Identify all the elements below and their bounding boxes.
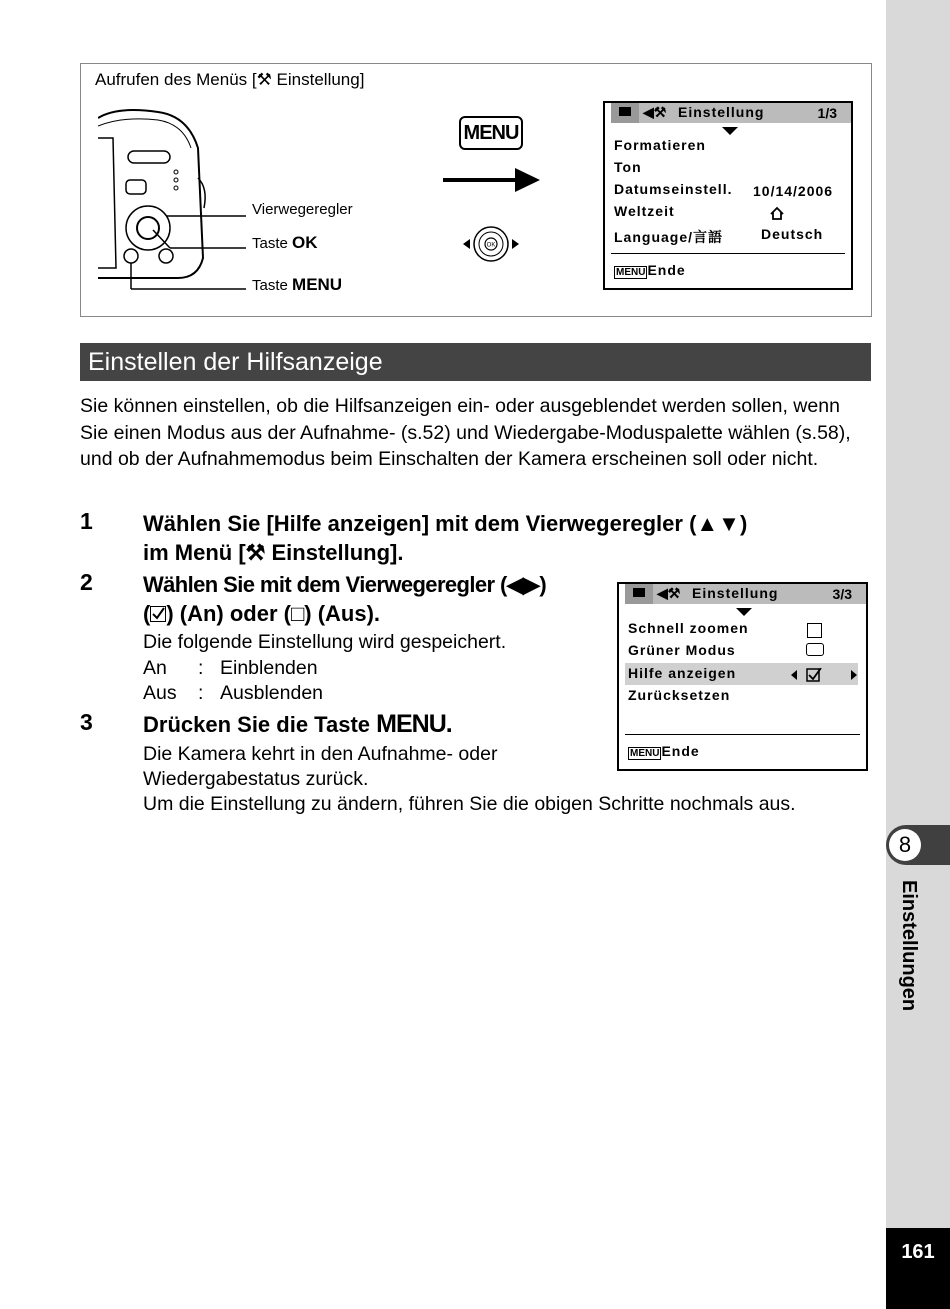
lcd2-item-schnell-zoomen: Schnell zoomen bbox=[628, 620, 749, 636]
lcd-date-value: 10/14/2006 bbox=[753, 183, 834, 199]
intro-paragraph: Sie können einstellen, ob die Hilfsanzeigen ein- oder ausgeblendet werden sollen, wenn Sie einen Modus aus der Aufnahme- (s.52) und Wiedergabe-Moduspalette wählen (s.58), und ob der Aufnahmemodus beim Einschalten der Kamera erscheinen soll oder nicht. bbox=[80, 395, 851, 470]
lcd-footer-text: Ende bbox=[647, 262, 686, 278]
lcd-item-language: Language/言語 bbox=[614, 229, 724, 245]
step-3-body2: Wiedergabestatus zurück. bbox=[143, 768, 369, 790]
menu-access-title: Aufrufen des Menüs [⚒ Einstellung] bbox=[95, 70, 365, 89]
lcd2-page: 3/3 bbox=[832, 586, 852, 602]
lcd2-header bbox=[625, 584, 866, 604]
lcd2-item-hilfe-anzeigen: Hilfe anzeigen bbox=[628, 665, 737, 681]
step-2-number: 2 bbox=[80, 569, 93, 595]
step-1-title-line1: Wählen Sie [Hilfe anzeigen] mit dem Vierwegeregler (▲▼) bbox=[143, 511, 748, 536]
lcd-item-datum: Datumseinstell. bbox=[614, 181, 733, 197]
label-vierwegeregler: Vierwegeregler bbox=[252, 201, 353, 218]
lcd2-item-gruener-modus: Grüner Modus bbox=[628, 642, 736, 658]
page-number: 161 bbox=[886, 1228, 950, 1309]
step-3-title bbox=[143, 710, 452, 739]
step-2-row-an bbox=[143, 656, 318, 681]
lcd2-tab-title: Einstellung bbox=[692, 585, 779, 601]
dpad-left-right-icon bbox=[461, 224, 521, 264]
step-1-title-line2: im Menü [⚒ Einstellung]. bbox=[143, 540, 404, 565]
step-3-body1: Die Kamera kehrt in den Aufnahme- oder bbox=[143, 743, 498, 765]
step-2-row-aus bbox=[143, 681, 323, 706]
section-title: Einstellen der Hilfsanzeige bbox=[80, 343, 871, 381]
row-aus-key: Aus bbox=[143, 682, 177, 704]
row-an-sep: : bbox=[198, 657, 204, 679]
menu-button-icon: MENU bbox=[459, 116, 523, 150]
lcd2-footer bbox=[628, 743, 700, 760]
down-triangle-icon bbox=[722, 127, 738, 136]
row-aus-value: Ausblenden bbox=[220, 682, 324, 704]
menu-key-text: MENU bbox=[292, 275, 343, 294]
chapter-label: Einstellungen bbox=[898, 880, 920, 1012]
chapter-number: 8 bbox=[889, 829, 921, 861]
step-2-title-rest: ) (An) oder (□) (Aus). bbox=[166, 601, 381, 626]
label-taste-ok bbox=[252, 233, 318, 253]
step-1-number: 1 bbox=[80, 508, 93, 534]
checkbox-checked-icon bbox=[150, 606, 166, 622]
lcd2-divider bbox=[625, 734, 860, 735]
label-taste-ok-prefix: Taste bbox=[252, 235, 293, 252]
lcd-header bbox=[611, 103, 851, 123]
step-2-title-line2 bbox=[143, 599, 380, 628]
row-an-key: An bbox=[143, 657, 167, 679]
lcd2-footer-text: Ende bbox=[661, 743, 700, 759]
svg-text:OK: OK bbox=[486, 242, 496, 249]
camera-icon bbox=[633, 588, 645, 597]
checkbox-empty-icon bbox=[807, 623, 822, 638]
lcd-language-value: Deutsch bbox=[761, 226, 824, 242]
lcd-tab-title: Einstellung bbox=[678, 104, 765, 120]
row-an-value: Einblenden bbox=[220, 657, 318, 679]
down-triangle-icon bbox=[736, 608, 752, 617]
lcd-item-weltzeit: Weltzeit bbox=[614, 203, 675, 219]
label-taste-menu bbox=[252, 275, 342, 295]
step-3-title-text: Drücken Sie die Taste bbox=[143, 712, 377, 737]
camera-back-illustration bbox=[98, 108, 258, 308]
row-aus-sep: : bbox=[198, 682, 204, 704]
wrench-icon: ◀⚒ bbox=[657, 585, 681, 601]
lcd-footer bbox=[614, 262, 686, 279]
step-2-title-line1: Wählen Sie mit dem Vierwegeregler (◀▶) bbox=[143, 572, 547, 597]
arrow-right-icon bbox=[443, 168, 543, 192]
chapter-label-wrap bbox=[876, 880, 936, 1040]
lcd-item-formatieren: Formatieren bbox=[614, 137, 706, 153]
camera-icon bbox=[619, 107, 631, 116]
menu-access-box bbox=[80, 63, 872, 317]
lcd-footer-key: MENU bbox=[616, 267, 646, 278]
lcd-divider bbox=[611, 253, 845, 254]
left-right-selector-icon bbox=[791, 668, 861, 682]
wrench-icon: ◀⚒ bbox=[643, 104, 667, 120]
lcd-setting-menu-1 bbox=[603, 101, 853, 290]
lcd2-item-zuruecksetzen: Zurücksetzen bbox=[628, 687, 731, 703]
lcd-item-ton: Ton bbox=[614, 159, 642, 175]
lcd-page: 1/3 bbox=[817, 105, 837, 121]
lcd2-footer-key: MENU bbox=[630, 748, 660, 759]
step-3-body3: Um die Einstellung zu ändern, führen Sie die obigen Schritte nochmals aus. bbox=[143, 793, 796, 815]
step-3-menu-key: MENU. bbox=[376, 710, 452, 738]
step-2-paren-open: ( bbox=[143, 601, 151, 626]
chapter-sidebar bbox=[886, 0, 950, 1309]
lcd-setting-menu-3 bbox=[617, 582, 868, 771]
home-icon bbox=[769, 206, 785, 220]
label-taste-menu-prefix: Taste bbox=[252, 277, 293, 294]
ok-key: OK bbox=[292, 233, 318, 252]
green-mode-icon bbox=[806, 643, 824, 656]
step-2-body: Die folgende Einstellung wird gespeichert. bbox=[143, 631, 507, 653]
step-3-number: 3 bbox=[80, 709, 93, 735]
